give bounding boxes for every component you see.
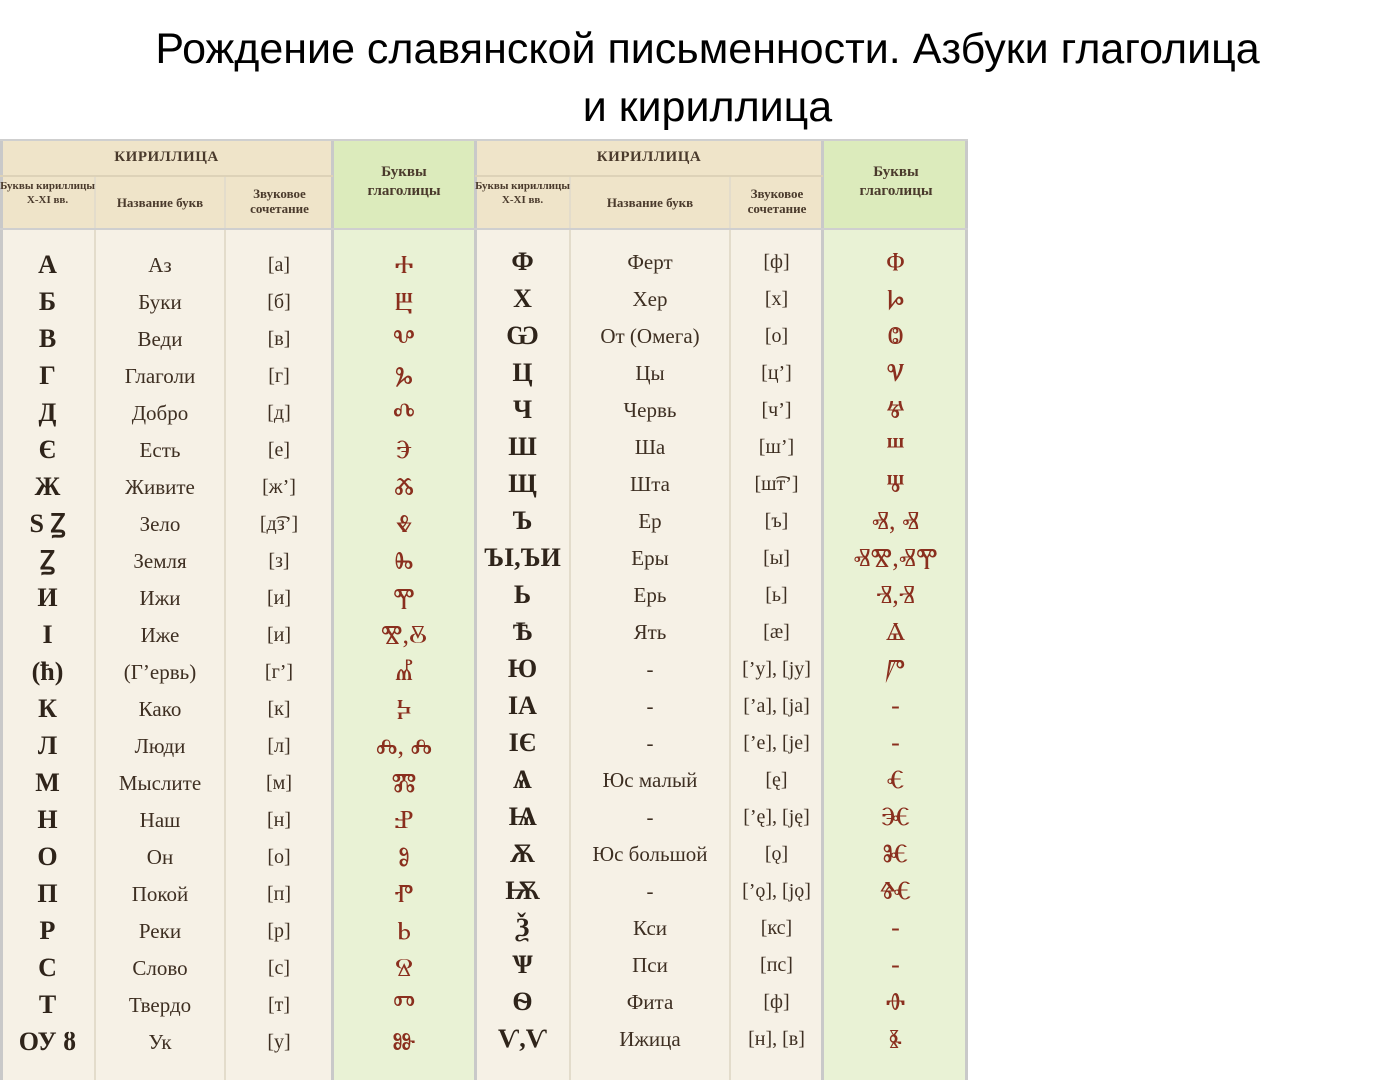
right-row-10-cyr: Ь: [513, 580, 532, 609]
right-row-9-sound: [ы]: [763, 547, 790, 569]
header-cyrillic-left: КИРИЛЛИЦА: [114, 149, 219, 165]
left-row-11-cyr: І: [42, 620, 53, 649]
left-row-19-cyr: Р: [39, 916, 56, 945]
left-row-22-glag: Ⱆ: [392, 1027, 416, 1056]
right-row-18-name: -: [646, 879, 654, 903]
left-row-22-cyr: ОУ ȣ: [18, 1027, 77, 1056]
header-divider: [0, 175, 333, 177]
left-row-10-name: Ижи: [139, 586, 181, 610]
left-row-10-cyr: И: [37, 583, 58, 612]
left-row-11-sound: [и]: [266, 624, 292, 646]
left-row-9-sound: [з]: [268, 550, 290, 572]
left-row-12-glag: Ⰼ: [394, 657, 414, 686]
header-sound-left: Звуковое сочетание: [250, 186, 309, 216]
title-line-1: Рождение славянской письменности. Азбуки глаголица: [155, 25, 1260, 73]
right-row-19-sound: [кс]: [760, 917, 793, 939]
left-row-9-glag: Ⰸ: [394, 546, 414, 575]
left-row-12-name: (Г’ервь): [123, 660, 197, 684]
right-row-6-sound: [ш’]: [758, 436, 795, 458]
left-row-5-cyr: Д: [38, 398, 57, 427]
left-row-1-sound: [а]: [267, 254, 291, 276]
right-row-16-name: -: [646, 805, 654, 829]
right-row-16-sound: [’ę], [ję]: [743, 806, 810, 828]
left-row-4-cyr: Г: [39, 361, 56, 390]
right-row-6-cyr: Ш: [508, 432, 537, 461]
header-cyrillic-right: КИРИЛЛИЦА: [596, 149, 702, 165]
right-row-3-cyr: Ѡ: [506, 321, 539, 350]
right-row-22-glag: Ⱛ: [888, 1024, 903, 1053]
left-row-4-glag: Ⰳ: [394, 361, 414, 390]
right-row-21-cyr: Ѳ: [512, 987, 533, 1016]
right-row-10-sound: [ь]: [765, 584, 788, 606]
left-row-3-cyr: В: [38, 324, 57, 353]
left-row-12-sound: [г’]: [264, 661, 294, 683]
left-row-5-glag: Ⰴ: [392, 398, 416, 427]
left-row-8-sound: [д͡з’]: [259, 513, 299, 535]
right-row-8-name: Ер: [638, 509, 662, 533]
right-row-19-glag: -: [891, 913, 900, 942]
right-row-18-cyr: Ѭ: [504, 876, 541, 905]
left-row-19-name: Реки: [138, 919, 182, 943]
left-row-3-glag: Ⰲ: [392, 324, 416, 353]
right-row-13-name: -: [646, 694, 654, 718]
left-row-18-sound: [п]: [266, 883, 292, 905]
left-row-17-name: Он: [146, 845, 174, 869]
left-row-19-glag: Ⱃ: [396, 916, 412, 945]
header-glagolitic-left: Буквы глаголицы: [367, 164, 441, 199]
left-row-3-sound: [в]: [267, 328, 291, 350]
right-row-18-glag: Ⱙ: [879, 876, 912, 905]
header-letters-cyr-right: Буквы кириллицы X-XI вв.: [475, 180, 570, 206]
left-row-6-cyr: Є: [38, 435, 57, 464]
right-row-1-name: Ферт: [627, 250, 673, 274]
right-row-2-cyr: Х: [513, 284, 532, 313]
right-row-14-cyr: ІЄ: [508, 728, 537, 757]
right-row-3-glag: Ⱉ: [887, 321, 904, 350]
right-row-8-sound: [ъ]: [764, 510, 789, 532]
right-row-13-glag: -: [891, 691, 900, 720]
right-row-7-name: Шта: [630, 472, 670, 496]
right-row-15-name: Юс малый: [602, 768, 698, 792]
left-row-16-sound: [н]: [266, 809, 292, 831]
right-row-20-sound: [пс]: [760, 954, 793, 976]
left-row-22-name: Ук: [148, 1030, 172, 1054]
left-row-18-glag: Ⱂ: [394, 879, 414, 908]
right-row-17-glag: Ⱘ: [882, 839, 909, 868]
left-row-5-name: Добро: [131, 401, 189, 425]
left-row-13-sound: [к]: [267, 698, 291, 720]
left-row-17-cyr: О: [37, 842, 58, 871]
right-row-20-cyr: Ѱ: [512, 950, 533, 979]
border-top: [0, 139, 968, 141]
left-row-7-glag: Ⰶ: [393, 472, 415, 501]
right-row-6-glag: Ⱎ: [886, 432, 905, 461]
right-row-8-cyr: Ъ: [512, 506, 533, 535]
left-row-20-name: Слово: [132, 956, 188, 980]
right-row-16-glag: Ⱗ: [880, 802, 911, 831]
right-row-1-sound: [ф]: [763, 251, 790, 273]
right-row-12-cyr: Ю: [507, 654, 538, 683]
right-row-11-glag: Ⱑ: [885, 617, 906, 646]
right-row-17-name: Юс большой: [592, 842, 708, 866]
right-row-22-sound: [н], [в]: [748, 1028, 805, 1050]
right-row-21-sound: [ф]: [763, 991, 790, 1013]
left-row-6-name: Есть: [139, 438, 181, 462]
right-row-5-name: Червь: [623, 398, 677, 422]
left-row-2-cyr: Б: [38, 287, 57, 316]
right-row-12-sound: [’у], [jу]: [742, 658, 811, 680]
right-row-4-name: Цы: [635, 361, 665, 385]
right-row-17-sound: [ǫ]: [764, 843, 789, 865]
header-sound-right: Звуковое сочетание: [747, 186, 807, 216]
right-row-11-cyr: Ѣ: [512, 617, 533, 646]
left-row-18-name: Покой: [131, 882, 189, 906]
left-row-8-glag: Ⰷ: [395, 509, 413, 538]
alphabet-table: [0, 139, 968, 1080]
left-row-16-cyr: Н: [37, 805, 58, 834]
right-row-20-name: Пси: [632, 953, 668, 977]
right-row-19-cyr: Ѯ: [515, 913, 530, 942]
right-row-13-sound: [’а], [jа]: [743, 695, 810, 717]
right-row-1-cyr: Ф: [511, 247, 534, 276]
left-row-14-name: Люди: [134, 734, 186, 758]
left-row-17-glag: Ⱁ: [397, 842, 411, 871]
left-row-21-name: Твердо: [128, 993, 192, 1017]
left-row-7-name: Живите: [125, 475, 195, 499]
left-row-2-glag: Ⰱ: [394, 287, 414, 316]
left-row-14-glag: Ⰾ, Ⰾ: [375, 731, 433, 760]
right-row-9-glag: ⰟⰊ,ⰟⰉ: [853, 543, 938, 572]
left-row-11-glag: Ⰺ,Ⰻ: [380, 620, 428, 649]
right-row-15-sound: [ę]: [765, 769, 788, 791]
left-row-17-sound: [о]: [267, 846, 291, 868]
right-row-3-name: От (Омега): [600, 324, 700, 348]
left-row-16-glag: Ⱀ: [394, 805, 414, 834]
right-row-12-name: -: [646, 657, 654, 681]
left-row-13-name: Како: [138, 697, 182, 721]
left-row-14-cyr: Л: [37, 731, 58, 760]
right-row-18-sound: [’ǫ], [jǫ]: [742, 880, 811, 902]
left-row-7-cyr: Ж: [34, 472, 61, 501]
header-name-left: Название букв: [116, 195, 204, 210]
left-row-6-glag: Ⰵ: [395, 435, 413, 464]
right-row-2-glag: Ⱈ: [886, 284, 905, 313]
left-row-16-name: Наш: [139, 808, 181, 832]
right-row-7-sound: [ш͡т’]: [754, 473, 799, 495]
right-row-12-glag: Ⱓ: [885, 654, 906, 683]
right-row-4-cyr: Ц: [512, 358, 533, 387]
right-row-14-sound: [’е], [jе]: [743, 732, 810, 754]
left-row-12-cyr: (ћ): [31, 657, 64, 686]
left-row-4-name: Глаголи: [124, 364, 196, 388]
left-row-11-name: Иже: [140, 623, 180, 647]
left-row-15-glag: Ⰿ: [391, 768, 417, 797]
right-row-5-cyr: Ч: [512, 395, 533, 424]
left-row-9-name: Земля: [133, 549, 187, 573]
left-row-1-name: Аз: [148, 253, 172, 277]
left-row-18-cyr: П: [37, 879, 58, 908]
left-row-2-sound: [б]: [267, 291, 291, 313]
left-row-22-sound: [у]: [267, 1031, 291, 1053]
right-row-22-cyr: Ѵ,Ѵ: [498, 1024, 547, 1053]
right-row-19-name: Кси: [632, 916, 668, 940]
right-row-9-name: Еры: [631, 546, 669, 570]
right-row-7-glag: Ⱋ: [886, 469, 905, 498]
right-row-1-glag: Ⱇ: [886, 247, 905, 276]
left-row-10-sound: [и]: [266, 587, 292, 609]
right-row-7-cyr: Щ: [508, 469, 537, 498]
header-name-right: Название букв: [606, 195, 694, 210]
right-row-2-name: Хер: [632, 287, 668, 311]
left-row-4-sound: [г]: [268, 365, 290, 387]
title-line-2: и кириллица: [582, 83, 833, 131]
left-row-2-name: Буки: [138, 290, 182, 314]
right-row-9-cyr: ЪІ,ЪИ: [484, 543, 561, 572]
left-row-13-glag: Ⰽ: [396, 694, 412, 723]
left-row-15-sound: [м]: [266, 772, 292, 794]
left-row-13-cyr: К: [38, 694, 57, 723]
header-letters-cyr-left: Буквы кириллицы X-XI вв.: [0, 180, 95, 206]
right-row-20-glag: -: [891, 950, 900, 979]
left-row-5-sound: [д]: [267, 402, 291, 424]
right-row-10-glag: Ⱐ,Ⱐ: [876, 580, 915, 609]
right-row-2-sound: [х]: [764, 288, 789, 310]
left-row-7-sound: [ж’]: [262, 476, 296, 498]
right-row-21-glag: Ⱚ: [885, 987, 906, 1016]
right-row-15-glag: Ⱔ: [886, 765, 905, 794]
left-row-1-cyr: А: [38, 250, 57, 279]
header-divider: [475, 175, 823, 177]
header-bottom-border: [0, 228, 968, 230]
right-row-5-sound: [ч’]: [761, 399, 792, 421]
right-row-15-cyr: Ѧ: [513, 765, 532, 794]
left-row-21-glag: Ⱅ: [393, 990, 415, 1019]
left-row-8-cyr: S Ꙁ: [29, 509, 66, 538]
left-row-15-name: Мыслите: [118, 771, 202, 795]
right-row-22-name: Ижица: [619, 1027, 681, 1051]
right-row-14-name: -: [646, 731, 654, 755]
left-row-20-sound: [с]: [267, 957, 291, 979]
left-row-10-glag: Ⰹ: [393, 583, 415, 612]
header-glagolitic-right: Буквы глаголицы: [859, 164, 933, 199]
left-row-14-sound: [л]: [267, 735, 291, 757]
left-row-15-cyr: М: [35, 768, 60, 797]
left-row-20-cyr: С: [38, 953, 57, 982]
left-row-21-sound: [т]: [267, 994, 291, 1016]
right-row-16-cyr: Ѩ: [508, 802, 537, 831]
left-row-19-sound: [р]: [267, 920, 291, 942]
right-row-5-glag: Ⱍ: [885, 395, 906, 424]
right-row-13-cyr: ІА: [508, 691, 537, 720]
right-row-14-glag: -: [891, 728, 900, 757]
left-row-20-glag: Ⱄ: [394, 953, 414, 982]
left-row-9-cyr: Ꙁ: [39, 546, 55, 575]
right-row-3-sound: [о]: [764, 325, 789, 347]
right-row-11-sound: [æ]: [763, 621, 790, 643]
left-row-21-cyr: Т: [38, 990, 57, 1019]
left-row-6-sound: [е]: [267, 439, 291, 461]
right-row-6-name: Ша: [634, 435, 666, 459]
right-row-11-name: Ять: [633, 620, 667, 644]
right-row-17-cyr: Ѫ: [509, 839, 536, 868]
right-row-8-glag: Ⱏ, Ⱏ: [871, 506, 920, 535]
left-row-1-glag: Ⰰ: [394, 250, 414, 279]
right-row-4-glag: Ⱌ: [886, 358, 905, 387]
right-row-21-name: Фита: [626, 990, 674, 1014]
right-row-10-name: Ерь: [633, 583, 667, 607]
left-row-8-name: Зело: [139, 512, 181, 536]
right-row-4-sound: [ц’]: [761, 362, 792, 384]
slide-title: [0, 20, 1399, 136]
left-row-3-name: Веди: [137, 327, 183, 351]
